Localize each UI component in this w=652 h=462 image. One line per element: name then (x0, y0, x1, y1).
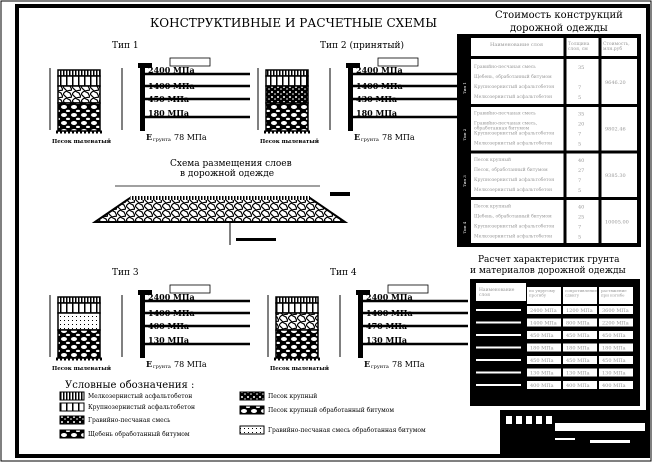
layer-thickness: 5 (578, 95, 582, 101)
layer-2 (266, 76, 308, 86)
base-soil-label: Песок пылеватый (52, 366, 111, 372)
calc-table (470, 279, 640, 406)
layer-1 (266, 70, 308, 76)
modulus-value: 2400 МПа (530, 308, 557, 314)
modulus-value: 180 МПа (566, 345, 590, 352)
modulus-value: 450 МПа (566, 333, 590, 339)
legend-label: Песок крупный (268, 393, 318, 400)
calc-table-title-1: Расчет характеристик грунта (478, 255, 620, 265)
layer-thickness: 7 (578, 131, 582, 138)
layer-1 (58, 70, 100, 76)
modulus-value: 130 МПа (530, 370, 554, 377)
modulus-value: 180 МПа (602, 345, 626, 352)
layer-modulus: 1400 МПа (148, 308, 195, 318)
modulus-value: 450 МПа (566, 358, 590, 364)
cost-header: Стоимость, млн.руб (603, 42, 630, 52)
layer-name: Гравийно-песчаная смесь (474, 65, 536, 70)
layer-4 (58, 103, 100, 131)
layer-3 (58, 313, 100, 330)
layer-modulus: 130 МПа (148, 335, 190, 345)
construction-cost: 9385.30 (605, 173, 626, 179)
layer-thickness: 5 (578, 188, 582, 194)
layout-title-2: в дорожной одежде (180, 169, 275, 179)
group-type: Тип 4 (462, 221, 467, 234)
layer-name: Гравийно-песчаная смесь, обработанная битумом (474, 121, 538, 132)
legend-item (240, 392, 317, 400)
base-soil-label: Песок пылеватый (52, 139, 111, 145)
layer-thickness: 5 (578, 141, 582, 148)
legend-label: Крупнозернистый асфальтобетон (88, 404, 195, 411)
ground-modulus: 78 МПа (392, 360, 425, 369)
group-type: Тип 2 (462, 128, 467, 141)
layer-thickness: 7 (578, 178, 582, 184)
layer-modulus: 2400 МПа (148, 65, 195, 75)
legend-item (240, 426, 426, 434)
calc-header: растяжение при изгибе (601, 288, 627, 298)
group-type: Тип 1 (462, 82, 467, 94)
cost-header: Наименование слоя (490, 42, 544, 48)
modulus-value: 450 МПа (602, 358, 626, 364)
modulus-value: 2200 МПа (602, 320, 629, 327)
layer-name: Крупнозернистый асфальтобетон (474, 224, 555, 230)
modulus-value: 130 МПа (566, 370, 590, 377)
layer-thickness: 5 (578, 234, 582, 241)
layer-thickness: 35 (578, 111, 585, 118)
modulus-value: 130 МПа (602, 370, 626, 377)
calc-header: сопротивление сдвигу (565, 288, 598, 298)
layer-modulus: 400 МПа (148, 321, 190, 331)
modulus-value: 800 МПа (566, 320, 590, 327)
layer-4 (266, 103, 308, 131)
type-label: Тип 1 (112, 41, 139, 51)
calc-table-title-2: и материалов дорожной одежды (470, 266, 626, 276)
legend-item (60, 430, 190, 438)
title-block (500, 410, 648, 456)
ground-prefix: Е (146, 132, 153, 142)
legend-swatch-fine-asphalt (60, 392, 84, 400)
layer-name: Мелкозернистый асфальтобетон (474, 95, 553, 100)
layer-3 (276, 313, 318, 330)
layer-modulus: 180 МПа (148, 108, 190, 118)
legend-swatch-gravel-sand-bitumen (240, 426, 264, 434)
layer-thickness: 7 (578, 224, 582, 231)
layout-title-1: Схема размещения слоев (170, 159, 292, 169)
cost-table-title-2: дорожной одежды (510, 23, 608, 34)
layer-modulus: 430 МПа (356, 94, 398, 104)
modulus-value: 450 МПа (530, 333, 554, 339)
layer-modulus: 180 МПа (356, 108, 398, 118)
legend-swatch-crushed-stone-bitumen (60, 430, 84, 438)
legend-label: Гравийно-песчаная смесь обработанная битумом (268, 427, 426, 434)
modulus-value: 1400 МПа (530, 320, 557, 327)
layer-4 (276, 330, 318, 358)
type-label: Тип 4 (330, 268, 357, 278)
layer-name: Крупнозернистый асфальтобетон (474, 178, 555, 183)
layer-1 (58, 297, 100, 303)
layer-2 (276, 303, 318, 313)
layer-modulus: 450 МПа (148, 94, 190, 104)
layer-thickness: 20 (578, 121, 585, 128)
legend-swatch-gravel-sand (60, 416, 84, 424)
layer-thickness: 35 (578, 65, 585, 71)
layer-modulus: 1400 МПа (366, 308, 413, 318)
calc-header: по упругому прогибу (529, 288, 556, 298)
layer-name: Мелкозернистый асфальтобетон (474, 141, 553, 147)
ground-modulus: 78 МПа (174, 360, 207, 369)
page-title: КОНСТРУКТИВНЫЕ И РАСЧЕТНЫЕ СХЕМЫ (150, 16, 438, 30)
modulus-value: 180 МПа (530, 345, 554, 352)
layer-name: Песок крупный (474, 158, 511, 163)
legend-item (240, 406, 394, 414)
modulus-value: 1200 МПа (566, 308, 593, 314)
layer-modulus: 2400 МПа (148, 292, 195, 302)
ground-sub: грунта (153, 364, 171, 370)
modulus-value: 400 МПа (566, 383, 590, 389)
layer-name: Гравийно-песчаная смесь (474, 111, 536, 117)
legend-item (60, 416, 171, 424)
legend-label: Мелкозернистый асфальтобетон (88, 393, 193, 400)
layer-name: Мелкозернистый асфальтобетон (474, 234, 553, 240)
type-label: Тип 3 (112, 268, 139, 278)
ground-sub: грунта (371, 364, 389, 370)
ground-modulus: 78 МПа (174, 133, 207, 142)
layer-2 (58, 76, 100, 86)
layer-name: Мелкозернистый асфальтобетон (474, 188, 553, 193)
construction-cost: 9802.46 (605, 126, 626, 133)
layer-3 (266, 86, 308, 103)
type-scheme-4 (268, 268, 468, 372)
layer-3 (58, 86, 100, 103)
base-soil-label: Песок пылеватый (260, 139, 319, 145)
layer-modulus: 2400 МПа (366, 292, 413, 302)
modulus-value: 450 МПа (530, 358, 554, 364)
layer-thickness: 27 (578, 168, 585, 174)
legend-swatch-coarse-sand-bitumen (240, 406, 264, 414)
legend-label: Щебень обработанный битумом (88, 431, 190, 438)
group-type: Тип 3 (462, 175, 467, 187)
modulus-value: 400 МПа (530, 383, 554, 389)
layer-name: Щебень, обработанный битумом (474, 75, 552, 80)
cost-header: Толщина слоя, см (568, 42, 590, 52)
ground-modulus: 78 МПа (382, 133, 415, 142)
legend-swatch-coarse-asphalt (60, 403, 84, 411)
layer-thickness: 40 (578, 158, 585, 164)
type-scheme-2 (258, 40, 458, 145)
layer-name: Крупнозернистый асфальтобетон (474, 85, 555, 90)
legend-swatch-coarse-sand (240, 392, 264, 400)
layer-thickness: 40 (578, 204, 585, 211)
ground-prefix: Е (354, 132, 361, 142)
ground-prefix: Е (364, 359, 371, 369)
layer-thickness: 25 (578, 214, 585, 221)
cost-table (459, 36, 639, 247)
layer-name: Крупнозернистый асфальтобетон (474, 131, 555, 137)
type-label: Тип 2 (принятый) (320, 41, 405, 51)
layer-modulus: 1400 МПа (148, 81, 195, 91)
layer-modulus: 130 МПа (366, 335, 408, 345)
layer-thickness: 7 (578, 85, 582, 91)
legend-label: Песок крупный обработанный битумом (268, 407, 395, 414)
ground-prefix: Е (146, 359, 153, 369)
layer-2 (58, 303, 100, 313)
layer-name: Песок, обработанный битумом (474, 168, 548, 173)
layer-modulus: 470 МПа (366, 321, 408, 331)
layer-modulus: 2400 МПа (356, 65, 403, 75)
calc-header: Наименование слоя (479, 288, 515, 298)
ground-sub: грунта (361, 137, 379, 143)
modulus-value: 3600 МПа (602, 308, 629, 314)
type-scheme-3 (50, 268, 250, 372)
legend-label: Гравийно-песчаная смесь (88, 417, 171, 424)
legend-item (60, 403, 195, 411)
construction-cost: 10005.00 (605, 219, 629, 226)
layer-modulus: 1400 МПа (356, 81, 403, 91)
layer-name: Щебень, обработанный битумом (474, 214, 552, 220)
legend-item (60, 392, 192, 400)
layer-1 (276, 297, 318, 303)
road-cross-section (95, 186, 350, 245)
construction-cost: 9646.20 (605, 80, 626, 86)
layer-name: Песок крупный (474, 204, 511, 210)
layer-4 (58, 330, 100, 358)
base-soil-label: Песок пылеватый (270, 366, 329, 372)
legend-title: Условные обозначения : (65, 380, 195, 391)
modulus-value: 450 МПа (602, 333, 626, 339)
ground-sub: грунта (153, 137, 171, 143)
modulus-value: 400 МПа (602, 383, 626, 389)
cost-table-title-1: Стоимость конструкций (495, 10, 623, 21)
type-scheme-1 (50, 41, 250, 145)
